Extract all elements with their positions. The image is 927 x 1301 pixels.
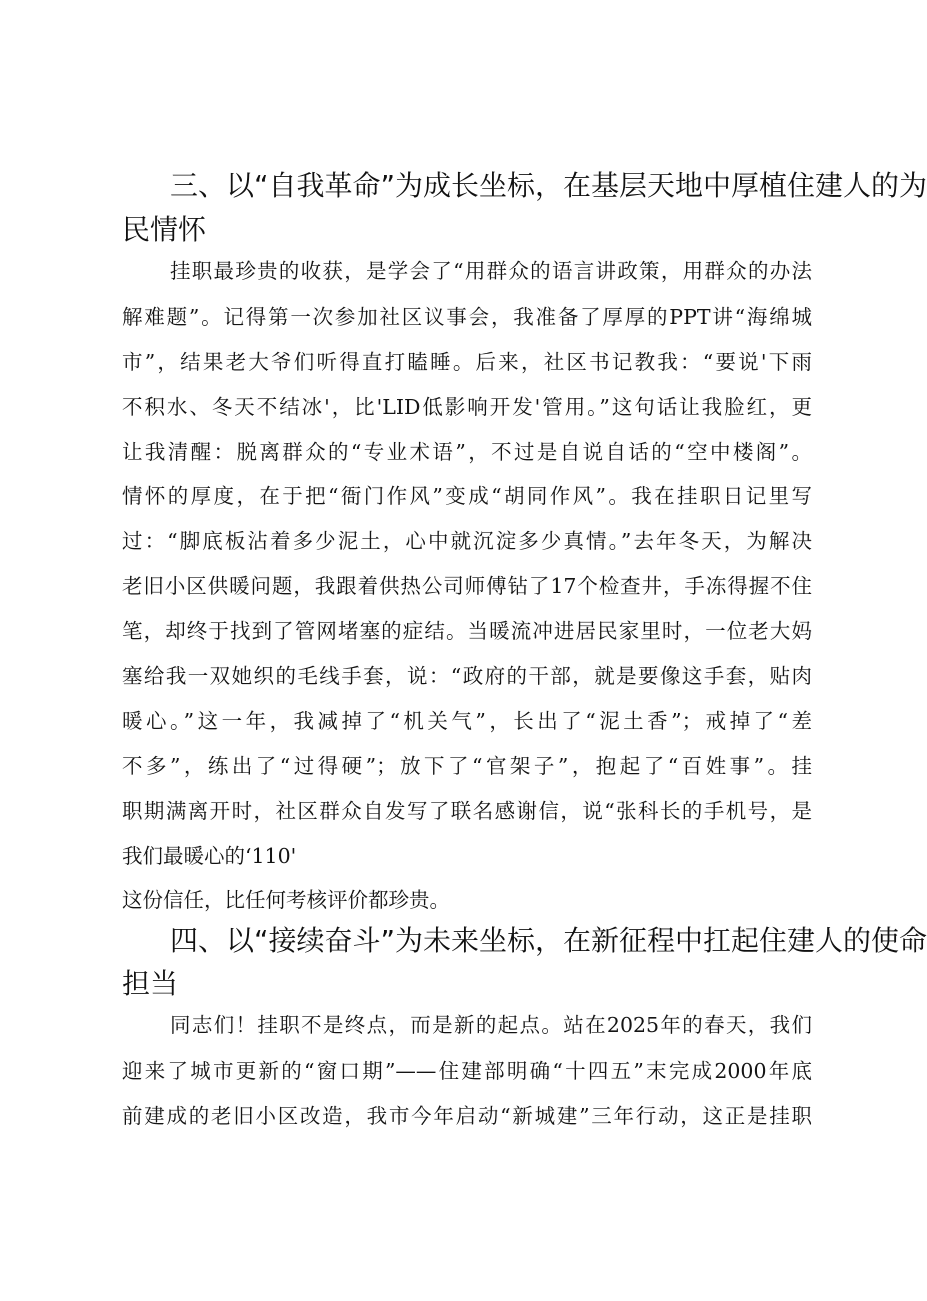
paragraph-line: 挂职最珍贵的收获，是学会了“用群众的语言讲政策，用群众的办法 bbox=[170, 259, 812, 283]
section4-heading-line1: 四、以“接续奋斗”为未来坐标，在新征程中扛起住建人的使命 bbox=[170, 924, 927, 957]
section3-heading-line2: 民情怀 bbox=[122, 213, 207, 246]
section3-heading-line1: 三、以“自我革命”为成长坐标，在基层天地中厚植住建人的为 bbox=[170, 169, 927, 202]
paragraph-line: 塞给我一双她织的毛线手套，说：“政府的干部，就是要像这手套，贴肉 bbox=[122, 664, 812, 688]
paragraph-line: 市”，结果老大爷们听得直打瞌睡。后来，社区书记教我：“要说'下雨 bbox=[122, 350, 812, 374]
paragraph-line: 职期满离开时，社区群众自发写了联名感谢信，说“张科长的手机号，是 bbox=[122, 799, 812, 823]
paragraph-line: 前建成的老旧小区改造，我市今年启动“新城建”三年行动，这正是挂职 bbox=[122, 1104, 812, 1128]
paragraph-line: 迎来了城市更新的“窗口期”——住建部明确“十四五”末完成2000年底 bbox=[122, 1059, 812, 1083]
paragraph-line: 老旧小区供暖问题，我跟着供热公司师傅钻了17个检查井，手冻得握不住 bbox=[122, 574, 812, 598]
paragraph-line: 同志们！挂职不是终点，而是新的起点。站在2025年的春天，我们 bbox=[170, 1013, 812, 1037]
paragraph-line: 解难题”。记得第一次参加社区议事会，我准备了厚厚的PPT讲“海绵城 bbox=[122, 305, 812, 329]
paragraph-line: 让我清醒：脱离群众的“专业术语”，不过是自说自话的“空中楼阁”。 bbox=[122, 440, 812, 464]
paragraph-line: 不多”，练出了“过得硬”；放下了“官架子”，抱起了“百姓事”。挂 bbox=[122, 754, 812, 778]
paragraph-line: 不积水、冬天不结冰'，比'LID低影响开发'管用。”这句话让我脸红，更 bbox=[122, 395, 812, 419]
paragraph-line: 笔，却终于找到了管网堵塞的症结。当暖流冲进居民家里时，一位老大妈 bbox=[122, 619, 812, 643]
paragraph-line: 暖心。”这一年，我减掉了“机关气”，长出了“泥土香”；戒掉了“差 bbox=[122, 709, 812, 733]
paragraph-line: 我们最暖心的‘110' bbox=[122, 844, 297, 868]
paragraph-line: 这份信任，比任何考核评价都珍贵。 bbox=[122, 888, 450, 912]
paragraph-line: 过：“脚底板沾着多少泥土，心中就沉淀多少真情。”去年冬天，为解决 bbox=[122, 529, 812, 553]
section4-heading-line2: 担当 bbox=[122, 967, 179, 1000]
paragraph-line: 情怀的厚度，在于把“衙门作风”变成“胡同作风”。我在挂职日记里写 bbox=[122, 484, 812, 508]
